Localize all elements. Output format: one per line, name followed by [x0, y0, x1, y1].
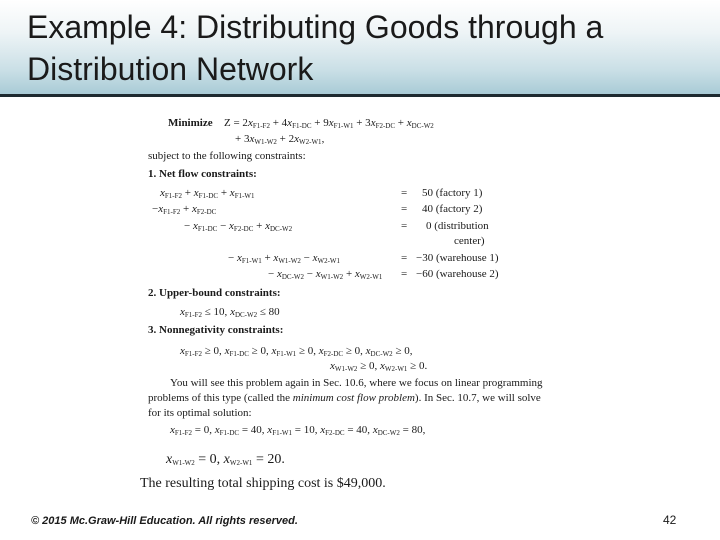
copyright-footer: © 2015 Mc.Graw-Hill Education. All rights reserved. [31, 515, 298, 527]
paragraph-line-2-end: ). In Sec. 10.7, we will solve [414, 392, 541, 404]
net-flow-rhs-1: 50 (factory 1) [422, 187, 483, 199]
net-flow-rhs-3-cont: center) [454, 235, 485, 247]
net-flow-rel-2: = [401, 203, 408, 215]
net-flow-lhs-5: − $x_{F1-W1} + x_{W1-W2} - x_{W2-W1}$ [228, 252, 341, 265]
net-flow-lhs-3: − $x_{F1-DC} - x_{F2-DC} + x_{DC-W2}$ [184, 220, 293, 233]
net-flow-rhs-6: −60 (warehouse 2) [416, 268, 499, 280]
paragraph-line-1: You will see this problem again in Sec. 10.6, where we focus on linear programming [170, 377, 543, 389]
net-flow-rel-3: = [401, 220, 408, 232]
net-flow-rel-5: = [401, 252, 408, 264]
net-flow-rhs-5: −30 (warehouse 1) [416, 252, 499, 264]
nonnegativity-line-2: $x_{W1-W2} \ge 0$, $x_{W2-W1} \ge 0$. [330, 360, 428, 373]
objective-function-line-2: + $3x_{W1-W2} + 2x_{W2-W1}$, [235, 133, 325, 146]
nonnegativity-line-1: $x_{F1-F2} \ge 0$, $x_{F1-DC} \ge 0$, $x_{F1-W1} \ge 0$, $x_{F2-DC} \ge 0$, $x_{DC-W2} \ge 0$, [180, 345, 413, 358]
solution-line-1: $x_{F1-F2} = 0$, $x_{F1-DC} = 40$, $x_{F1-W1} = 10$, $x_{F2-DC} = 40$, $x_{DC-W2} = 80$, [170, 424, 426, 437]
paragraph-line-2-start: problems of this type (called the [148, 392, 293, 404]
paragraph-line-2 [148, 392, 541, 404]
subject-to-label: subject to the following constraints: [148, 150, 306, 162]
nonnegativity-heading: 3. Nonnegativity constraints: [148, 324, 284, 336]
upper-bound-heading: 2. Upper-bound constraints: [148, 287, 281, 299]
paragraph-line-3: for its optimal solution: [148, 407, 252, 419]
net-flow-rel-1: = [401, 187, 408, 199]
textbook-excerpt [140, 112, 543, 492]
net-flow-lhs-6: − $x_{DC-W2} - x_{W1-W2} + x_{W2-W1}$ [268, 268, 383, 281]
net-flow-rhs-2: 40 (factory 2) [422, 203, 483, 215]
minimize-label: Minimize [168, 117, 213, 129]
net-flow-rel-6: = [401, 268, 408, 280]
upper-bound-constraints: $x_{F1-F2} \le 10$, $x_{DC-W2} \le 80$ [180, 306, 280, 319]
page-number: 42 [663, 513, 677, 527]
net-flow-rhs-3: 0 (distribution [426, 220, 489, 232]
solution-line-2: $x_{W1-W2} = 0$, $x_{W2-W1} = 20$. [166, 452, 285, 467]
slide-title: Example 4: Distributing Goods through a Distribution Network [27, 9, 604, 87]
net-flow-lhs-2: $-x_{F1-F2} + x_{F2-DC}$ [152, 203, 217, 216]
total-cost-result: The resulting total shipping cost is $49,000. [140, 476, 386, 491]
net-flow-heading: 1. Net flow constraints: [148, 168, 257, 180]
net-flow-lhs-1: $x_{F1-F2} + x_{F1-DC} + x_{F1-W1}$ [160, 187, 255, 200]
objective-function-line-1: $Z = 2x_{F1-F2} + 4x_{F1-DC} + 9x_{F1-W1} + 3x_{F2-DC} + x_{DC-W2}$ [224, 117, 434, 130]
minimum-cost-flow-term: minimum cost flow problem [292, 392, 415, 404]
